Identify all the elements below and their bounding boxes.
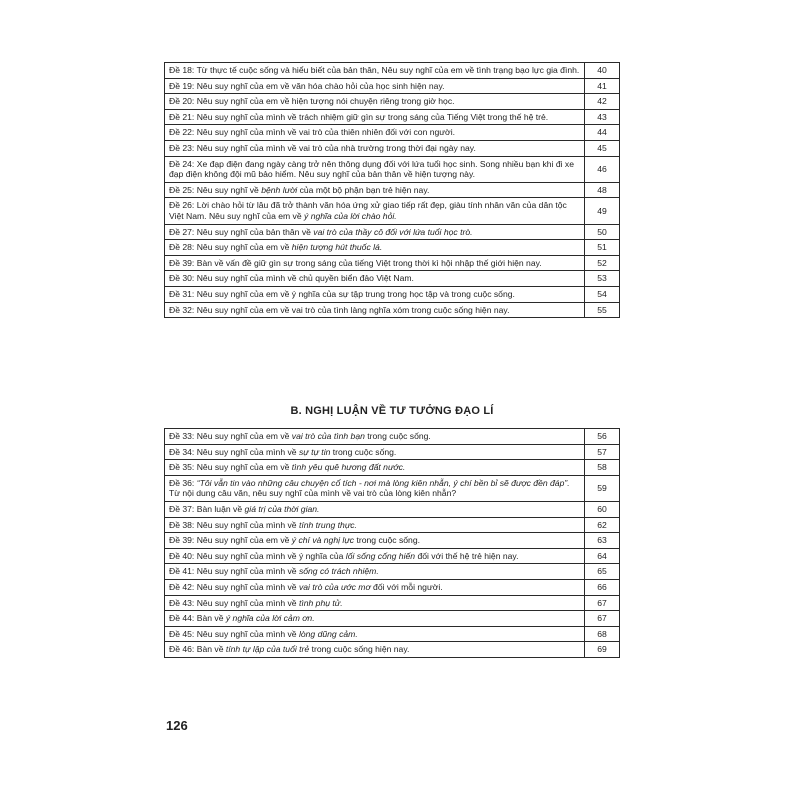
- toc-entry-segment: Nêu suy nghĩ của bản thân về: [196, 226, 314, 237]
- toc-entry-segment: Nêu suy nghĩ của mình về: [196, 566, 299, 577]
- toc-page-number: 40: [585, 63, 620, 79]
- toc-entry-emphasis: “Tôi vẫn tin vào những câu chuyện cổ tích - nơi mà lòng kiên nhẫn, ý chí bền bỉ sẽ được đền đáp”.: [196, 477, 570, 488]
- toc-entry-label: Đề 37:: [169, 503, 195, 514]
- toc-entry-emphasis: sự tự tin: [298, 446, 331, 457]
- toc-table-body: [165, 429, 620, 658]
- toc-entry-segment: Bàn luận về: [196, 503, 245, 514]
- toc-entry-label: Đề 45:: [169, 628, 195, 639]
- toc-entry-segment: Nêu suy nghĩ của em về hiện tượng nói chuyện riêng trong giờ học.: [196, 96, 455, 107]
- toc-entry-segment: trong cuộc sống.: [330, 446, 397, 457]
- section-title: B. NGHỊ LUẬN VỀ TƯ TƯỞNG ĐẠO LÍ: [290, 405, 494, 417]
- toc-page-number: 51: [585, 240, 620, 256]
- toc-entry-label: Đề 20:: [169, 96, 195, 107]
- toc-entry-segment: trong cuộc sống hiện nay.: [309, 644, 410, 655]
- toc-entry-text: [165, 109, 585, 125]
- toc-entry-text: [165, 198, 585, 224]
- toc-entry-text: [165, 475, 585, 501]
- toc-entry-segment: Nêu suy nghĩ của mình về trách nhiệm giữ gìn sự trong sáng của Tiếng Việt trong thế hệ trẻ.: [196, 111, 549, 122]
- toc-entry-segment: Nêu suy nghĩ của em về: [196, 242, 292, 253]
- toc-page-number: 43: [585, 109, 620, 125]
- toc-row: [165, 140, 620, 156]
- toc-entry-label: Đề 24:: [169, 158, 195, 169]
- toc-page-number: 53: [585, 271, 620, 287]
- toc-entry-segment: Nêu suy nghĩ của em về: [196, 431, 292, 441]
- toc-entry-text: [165, 94, 585, 110]
- toc-page-number: 54: [585, 286, 620, 302]
- toc-entry-segment: Nêu suy nghĩ của em về: [196, 462, 292, 473]
- toc-page-number: 57: [585, 444, 620, 460]
- toc-row: [165, 63, 620, 79]
- toc-entry-text: [165, 517, 585, 533]
- toc-page-number: 56: [585, 429, 620, 445]
- toc-entry-segment: Nêu suy nghĩ của mình về: [196, 597, 299, 608]
- toc-entry-segment: Nêu suy nghĩ của mình về ý nghĩa của: [196, 550, 346, 561]
- toc-entry-segment: Nêu suy nghĩ của mình về vai trò của thiên nhiên đối với con người.: [196, 127, 455, 138]
- toc-entry-segment: Nêu suy nghĩ của em về ý nghĩa của sự tập trung trong học tập và trong cuộc sống.: [196, 288, 515, 299]
- toc-entry-emphasis: tính trung thực.: [298, 519, 357, 530]
- toc-page-number: 48: [585, 182, 620, 198]
- toc-row: [165, 255, 620, 271]
- toc-row: [165, 302, 620, 318]
- toc-entry-emphasis: ý nghĩa của lời chào hỏi.: [304, 210, 397, 221]
- toc-entry-segment: đối với thế hệ trẻ hiện nay.: [415, 550, 519, 561]
- toc-page-number: 59: [585, 475, 620, 501]
- toc-entry-label: Đề 39:: [169, 535, 195, 546]
- toc-entry-segment: Nêu suy nghĩ về: [196, 184, 262, 195]
- toc-entry-label: Đề 27:: [169, 226, 195, 237]
- toc-entry-label: Đề 42:: [169, 581, 195, 592]
- toc-entry-text: [165, 564, 585, 580]
- toc-row: [165, 182, 620, 198]
- toc-row: [165, 109, 620, 125]
- toc-entry-label: Đề 21:: [169, 111, 195, 122]
- toc-entry-text: [165, 611, 585, 627]
- toc-row: [165, 548, 620, 564]
- toc-entry-label: Đề 23:: [169, 142, 195, 153]
- toc-entry-label: Đề 40:: [169, 550, 195, 561]
- toc-row: [165, 429, 620, 445]
- toc-entry-label: Đề 33:: [169, 431, 195, 441]
- toc-entry-text: [165, 271, 585, 287]
- toc-entry-segment: Nêu suy nghĩ của mình về vai trò của nhà trường trong thời đại ngày nay.: [196, 142, 476, 153]
- toc-entry-segment: Bàn về: [196, 644, 226, 655]
- toc-page-number: 46: [585, 156, 620, 182]
- page-number: 126: [166, 718, 188, 733]
- toc-entry-emphasis: tính tự lập của tuổi trẻ: [225, 644, 310, 655]
- toc-entry-text: [165, 63, 585, 79]
- toc-page-number: 42: [585, 94, 620, 110]
- toc-row: [165, 517, 620, 533]
- toc-entry-text: [165, 460, 585, 476]
- toc-entry-label: Đề 26:: [169, 200, 195, 211]
- toc-row: [165, 475, 620, 501]
- toc-entry-label: Đề 31:: [169, 288, 195, 299]
- toc-entry-emphasis: tình phụ tử.: [298, 597, 343, 608]
- toc-entry-segment: Nêu suy nghĩ của mình về: [196, 446, 299, 457]
- toc-entry-text: [165, 501, 585, 517]
- toc-row: [165, 125, 620, 141]
- toc-table-body: [165, 63, 620, 318]
- toc-entry-emphasis: sống có trách nhiệm.: [298, 566, 379, 577]
- toc-entry-text: [165, 626, 585, 642]
- toc-entry-text: [165, 548, 585, 564]
- toc-entry-text: [165, 156, 585, 182]
- toc-row: [165, 611, 620, 627]
- toc-entry-text: [165, 182, 585, 198]
- toc-row: [165, 224, 620, 240]
- toc-entry-text: [165, 444, 585, 460]
- toc-entry-label: Đề 32:: [169, 304, 195, 315]
- toc-entry-text: [165, 595, 585, 611]
- toc-row: [165, 460, 620, 476]
- toc-entry-label: Đề 25:: [169, 184, 195, 195]
- toc-page-number: 49: [585, 198, 620, 224]
- toc-page-number: 44: [585, 125, 620, 141]
- toc-entry-label: Đề 22:: [169, 127, 195, 138]
- toc-row: [165, 271, 620, 287]
- toc-entry-text: [165, 642, 585, 658]
- toc-entry-emphasis: ý chí và nghị lực: [291, 535, 355, 546]
- toc-page-number: 50: [585, 224, 620, 240]
- toc-row: [165, 595, 620, 611]
- toc-page-number: 67: [585, 611, 620, 627]
- toc-entry-emphasis: bệnh lười: [261, 184, 298, 195]
- toc-row: [165, 501, 620, 517]
- toc-entry-label: Đề 30:: [169, 273, 195, 284]
- toc-page-number: 62: [585, 517, 620, 533]
- toc-entry-segment: Nêu suy nghĩ của mình về: [196, 581, 299, 592]
- toc-entry-text: [165, 140, 585, 156]
- toc-entry-label: Đề 18:: [169, 65, 195, 75]
- toc-entry-segment: Xe đạp điện đang ngày càng trở nên thông dụng đối với lứa tuổi học sinh. Song nhiều bạn khi đi xe đạp điện không đội mũ bảo hiểm. Nêu suy nghĩ của bản thân về hiện tượng này.: [169, 158, 574, 180]
- toc-entry-text: [165, 302, 585, 318]
- toc-entry-text: [165, 429, 585, 445]
- toc-table-section-a: [164, 62, 620, 318]
- toc-entry-text: [165, 78, 585, 94]
- toc-row: [165, 626, 620, 642]
- toc-entry-segment: của một bộ phận bạn trẻ hiện nay.: [297, 184, 430, 195]
- toc-entry-segment: Nêu suy nghĩ của em về văn hóa chào hỏi của học sinh hiện nay.: [196, 80, 445, 91]
- toc-page-number: 67: [585, 595, 620, 611]
- toc-row: [165, 579, 620, 595]
- toc-row: [165, 156, 620, 182]
- toc-entry-segment: Nêu suy nghĩ của mình về chủ quyền biển đảo Việt Nam.: [196, 273, 414, 284]
- toc-entry-label: Đề 35:: [169, 462, 195, 473]
- toc-entry-segment: Nêu suy nghĩ của mình về: [196, 628, 299, 639]
- toc-page-number: 55: [585, 302, 620, 318]
- toc-entry-emphasis: lối sống cống hiến: [345, 550, 416, 561]
- toc-page-number: 63: [585, 533, 620, 549]
- toc-page-number: 52: [585, 255, 620, 271]
- toc-entry-segment: Nêu suy nghĩ của mình về: [196, 519, 299, 530]
- toc-row: [165, 564, 620, 580]
- toc-entry-segment: trong cuộc sống.: [354, 535, 421, 546]
- toc-entry-segment: Từ nội dung câu văn, nêu suy nghĩ của mình về vai trò của lòng kiên nhẫn?: [169, 488, 457, 499]
- toc-row: [165, 444, 620, 460]
- toc-entry-segment: Từ thực tế cuộc sống và hiểu biết của bản thân, Nêu suy nghĩ của em về tình trạng bạo lực gia đình.: [196, 65, 580, 75]
- toc-page-number: 65: [585, 564, 620, 580]
- toc-row: [165, 533, 620, 549]
- toc-entry-label: Đề 38:: [169, 519, 195, 530]
- toc-table-section-b: [164, 428, 620, 658]
- toc-entry-label: Đề 44:: [169, 613, 195, 624]
- toc-entry-segment: Bàn về: [196, 613, 226, 624]
- toc-page-number: 64: [585, 548, 620, 564]
- toc-page-number: 45: [585, 140, 620, 156]
- toc-page-number: 58: [585, 460, 620, 476]
- toc-entry-text: [165, 125, 585, 141]
- toc-entry-emphasis: vai trò của thầy cô đối với lứa tuổi học trò.: [313, 226, 473, 237]
- toc-page-number: 41: [585, 78, 620, 94]
- toc-entry-segment: Nêu suy nghĩ của em về: [196, 535, 292, 546]
- toc-entry-segment: Lời chào hỏi từ lâu đã trở thành văn hóa ứng xử giao tiếp rất đẹp, giàu tính nhân văn của dân tộc Việt Nam. Nêu suy nghĩ của em về: [169, 200, 567, 221]
- toc-entry-text: [165, 255, 585, 271]
- toc-entry-label: Đề 36:: [169, 477, 195, 488]
- toc-entry-label: Đề 43:: [169, 597, 195, 608]
- toc-entry-segment: đối với mỗi người.: [370, 581, 443, 592]
- toc-entry-emphasis: ý nghĩa của lời cảm ơn.: [225, 613, 315, 624]
- toc-entry-segment: Nêu suy nghĩ của em về vai trò của tình làng nghĩa xóm trong cuộc sống hiện nay.: [196, 304, 510, 315]
- toc-entry-emphasis: vai trò của ước mơ: [298, 581, 371, 592]
- toc-entry-label: Đề 19:: [169, 80, 195, 91]
- toc-entry-label: Đề 41:: [169, 566, 195, 577]
- toc-entry-label: Đề 46:: [169, 644, 195, 655]
- toc-entry-emphasis: tình yêu quê hương đất nước.: [291, 462, 406, 473]
- toc-entry-segment: trong cuộc sống.: [364, 431, 431, 441]
- toc-entry-label: Đề 39:: [169, 257, 195, 268]
- toc-entry-segment: Bàn về vấn đề giữ gìn sự trong sáng của tiếng Việt trong thời kì hội nhập thế giới hiện nay.: [196, 257, 542, 268]
- toc-row: [165, 78, 620, 94]
- toc-entry-text: [165, 224, 585, 240]
- toc-row: [165, 286, 620, 302]
- toc-entry-emphasis: lòng dũng cảm.: [298, 628, 358, 639]
- toc-entry-text: [165, 579, 585, 595]
- toc-row: [165, 642, 620, 658]
- toc-entry-emphasis: hiện tượng hút thuốc lá.: [291, 242, 383, 253]
- toc-row: [165, 94, 620, 110]
- toc-entry-text: [165, 240, 585, 256]
- toc-page-number: 69: [585, 642, 620, 658]
- toc-page-number: 60: [585, 501, 620, 517]
- toc-row: [165, 240, 620, 256]
- toc-row: [165, 198, 620, 224]
- toc-entry-text: [165, 286, 585, 302]
- toc-entry-label: Đề 34:: [169, 446, 195, 457]
- toc-entry-emphasis: giá trị của thời gian.: [244, 503, 320, 514]
- toc-entry-text: [165, 533, 585, 549]
- toc-page-number: 66: [585, 579, 620, 595]
- toc-page-number: 68: [585, 626, 620, 642]
- toc-entry-label: Đề 28:: [169, 242, 195, 253]
- toc-entry-emphasis: vai trò của tình bạn: [291, 431, 365, 441]
